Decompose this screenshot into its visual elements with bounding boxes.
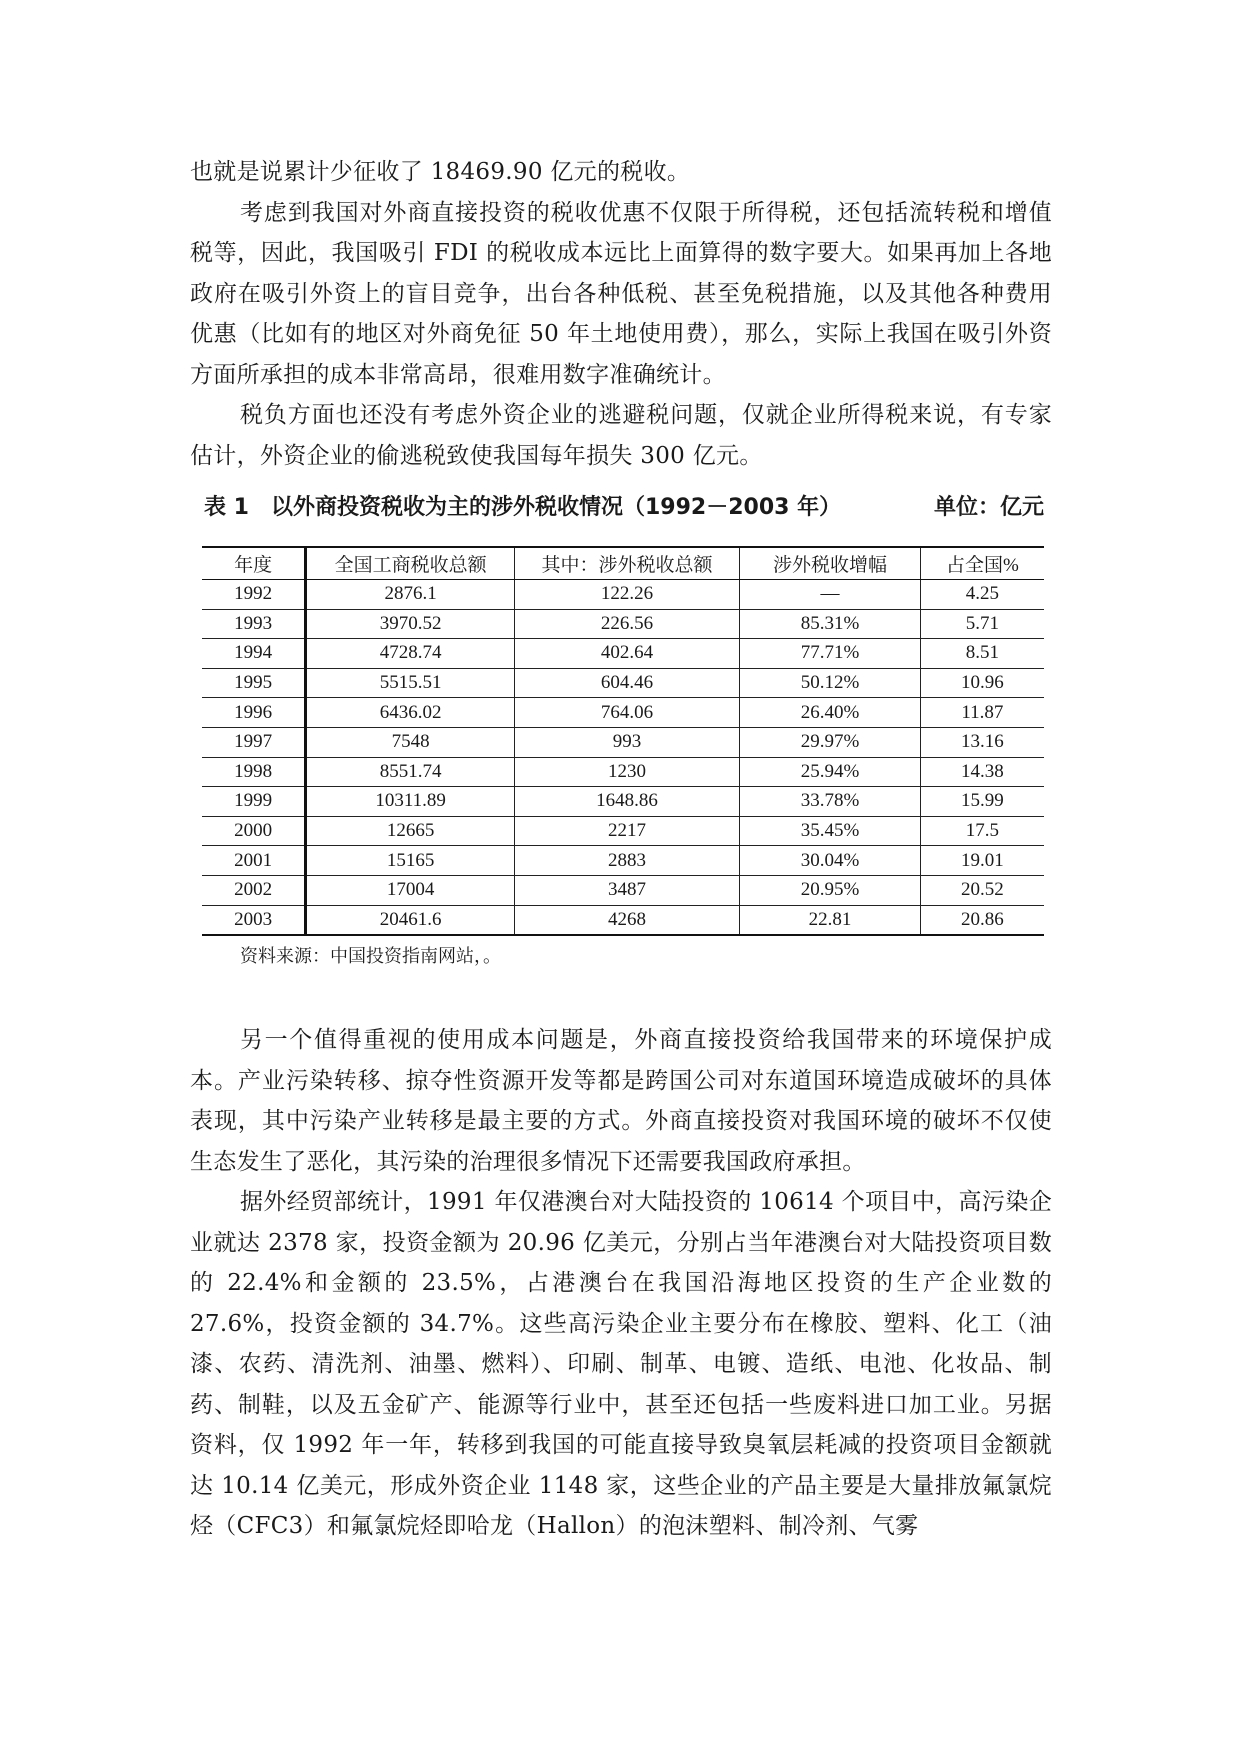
- cell-growth: 25.94%: [740, 757, 921, 787]
- cell-foreign-total: 1230: [514, 757, 739, 787]
- cell-national-total: 15165: [306, 846, 515, 876]
- table-row: [202, 875, 1044, 905]
- cell-growth: 50.12%: [740, 668, 921, 698]
- bottom-text-block: [190, 1020, 1052, 1547]
- cell-year: 1993: [202, 609, 306, 639]
- cell-share: 15.99: [920, 787, 1044, 817]
- cell-share: 14.38: [920, 757, 1044, 787]
- table-title: 表 1 以外商投资税收为主的涉外税收情况（1992－2003 年）: [204, 495, 842, 520]
- cell-growth: 33.78%: [740, 787, 921, 817]
- cell-foreign-total: 2217: [514, 816, 739, 846]
- cell-national-total: 12665: [306, 816, 515, 846]
- paragraph-tax-evasion: 税负方面也还没有考虑外资企业的逃避税问题，仅就企业所得税来说，有专家估计，外资企业的偷逃税致使我国每年损失 300 亿元。: [190, 402, 1052, 469]
- cell-share: 4.25: [920, 580, 1044, 610]
- cell-growth: 35.45%: [740, 816, 921, 846]
- cell-foreign-total: 4268: [514, 905, 739, 935]
- cell-growth: 29.97%: [740, 727, 921, 757]
- cell-growth: 20.95%: [740, 875, 921, 905]
- foreign-tax-table: [202, 546, 1044, 936]
- header-growth: 涉外税收增幅: [740, 547, 921, 580]
- cell-growth: 30.04%: [740, 846, 921, 876]
- cell-share: 20.52: [920, 875, 1044, 905]
- cell-year: 1994: [202, 639, 306, 669]
- table-row: [202, 816, 1044, 846]
- cell-share: 20.86: [920, 905, 1044, 935]
- cell-share: 17.5: [920, 816, 1044, 846]
- cell-national-total: 2876.1: [306, 580, 515, 610]
- table-row: [202, 639, 1044, 669]
- top-text-block: [190, 152, 1052, 476]
- cell-foreign-total: 1648.86: [514, 787, 739, 817]
- header-share: 占全国%: [920, 547, 1044, 580]
- table-row: [202, 698, 1044, 728]
- table-row: [202, 787, 1044, 817]
- cell-year: 2001: [202, 846, 306, 876]
- header-year: 年度: [202, 547, 306, 580]
- cell-foreign-total: 993: [514, 727, 739, 757]
- cell-foreign-total: 3487: [514, 875, 739, 905]
- table-header-row: [202, 547, 1044, 580]
- cell-growth: 77.71%: [740, 639, 921, 669]
- cell-year: 1999: [202, 787, 306, 817]
- table-unit: 单位：亿元: [933, 495, 1044, 520]
- cell-growth: 22.81: [740, 905, 921, 935]
- cell-national-total: 8551.74: [306, 757, 515, 787]
- table-caption: [204, 493, 1044, 523]
- cell-year: 2000: [202, 816, 306, 846]
- cell-national-total: 7548: [306, 727, 515, 757]
- header-national-total: 全国工商税收总额: [306, 547, 515, 580]
- cell-foreign-total: 226.56: [514, 609, 739, 639]
- table-row: [202, 727, 1044, 757]
- table-row: [202, 668, 1044, 698]
- cell-year: 2003: [202, 905, 306, 935]
- table-row: [202, 905, 1044, 935]
- cell-national-total: 20461.6: [306, 905, 515, 935]
- table-row: [202, 609, 1044, 639]
- header-foreign-total: 其中：涉外税收总额: [514, 547, 739, 580]
- table-row: [202, 580, 1044, 610]
- cell-foreign-total: 2883: [514, 846, 739, 876]
- cell-national-total: 10311.89: [306, 787, 515, 817]
- table-body: [202, 580, 1044, 936]
- cell-share: 10.96: [920, 668, 1044, 698]
- cell-share: 13.16: [920, 727, 1044, 757]
- paragraph-continuation: 也就是说累计少征收了 18469.90 亿元的税收。: [190, 159, 691, 185]
- cell-year: 1996: [202, 698, 306, 728]
- cell-share: 11.87: [920, 698, 1044, 728]
- cell-growth: 26.40%: [740, 698, 921, 728]
- cell-foreign-total: 122.26: [514, 580, 739, 610]
- cell-share: 5.71: [920, 609, 1044, 639]
- cell-foreign-total: 402.64: [514, 639, 739, 669]
- cell-year: 1997: [202, 727, 306, 757]
- cell-year: 1998: [202, 757, 306, 787]
- cell-national-total: 6436.02: [306, 698, 515, 728]
- cell-growth: 85.31%: [740, 609, 921, 639]
- paragraph-tax-cost: 考虑到我国对外商直接投资的税收优惠不仅限于所得税，还包括流转税和增值税等，因此，我国吸引 FDI 的税收成本远比上面算得的数字要大。如果再加上各地政府在吸引外资上的盲目竞争，出台各种低税、甚至免税措施，以及其他各种费用优惠（比如有的地区对外商免征 50 年土地使用费），那么，实际上我国在吸引外资方面所承担的成本非常高昂，很难用数字准确统计。: [190, 199, 1052, 388]
- cell-foreign-total: 764.06: [514, 698, 739, 728]
- paragraph-environment-cost: 另一个值得重视的使用成本问题是，外商直接投资给我国带来的环境保护成本。产业污染转移、掠夺性资源开发等都是跨国公司对东道国环境造成破坏的具体表现，其中污染产业转移是最主要的方式。外商直接投资对我国环境的破坏不仅使生态发生了恶化，其污染的治理很多情况下还需要我国政府承担。: [190, 1027, 1052, 1175]
- cell-year: 2002: [202, 875, 306, 905]
- cell-national-total: 5515.51: [306, 668, 515, 698]
- cell-share: 19.01: [920, 846, 1044, 876]
- table-row: [202, 757, 1044, 787]
- table-row: [202, 846, 1044, 876]
- cell-national-total: 3970.52: [306, 609, 515, 639]
- cell-year: 1995: [202, 668, 306, 698]
- paragraph-pollution-statistics: 据外经贸部统计，1991 年仅港澳台对大陆投资的 10614 个项目中，高污染企业就达 2378 家，投资金额为 20.96 亿美元，分别占当年港澳台对大陆投资项目数的 22.4%和金额的 23.5%，占港澳台在我国沿海地区投资的生产企业数的 27.6%，投资金额的 34.7%。这些高污染企业主要分布在橡胶、塑料、化工（油漆、农药、清洗剂、油墨、燃料）、印刷、制革、电镀、造纸、电池、化妆品、制药、制鞋，以及五金矿产、能源等行业中，甚至还包括一些废料进口加工业。另据资料，仅 1992 年一年，转移到我国的可能直接导致臭氧层耗减的投资项目金额就达 10.14 亿美元，形成外资企业 1148 家，这些企业的产品主要是大量排放氟氯烷烃（CFC3）和氟氯烷烃即哈龙（Hallon）的泡沫塑料、制冷剂、气雾: [190, 1189, 1052, 1539]
- cell-year: 1992: [202, 580, 306, 610]
- table-source-note: 资料来源：中国投资指南网站，。: [240, 946, 501, 967]
- cell-foreign-total: 604.46: [514, 668, 739, 698]
- cell-national-total: 4728.74: [306, 639, 515, 669]
- cell-growth: —: [740, 580, 921, 610]
- cell-share: 8.51: [920, 639, 1044, 669]
- cell-national-total: 17004: [306, 875, 515, 905]
